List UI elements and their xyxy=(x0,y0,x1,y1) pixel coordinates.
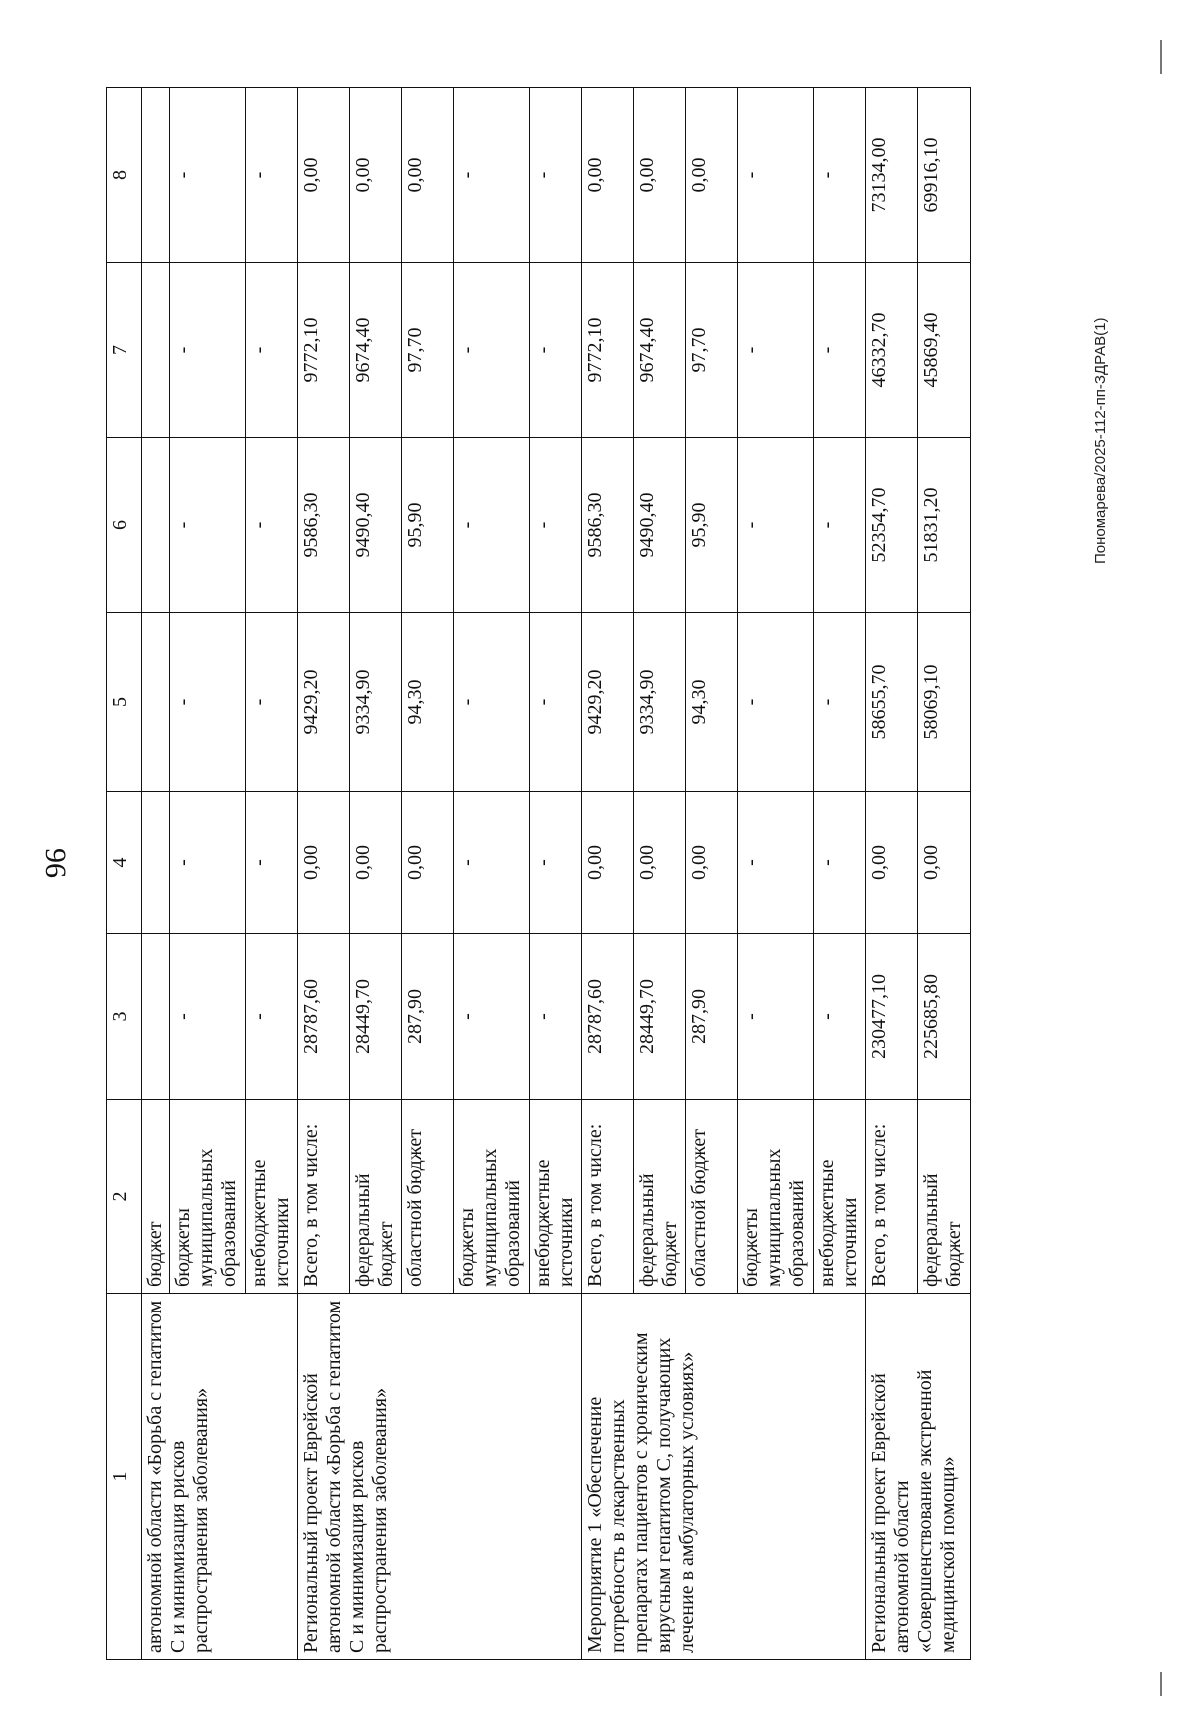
value-cell: 51831,20 xyxy=(918,438,971,613)
source-text: федеральный бюджет xyxy=(920,1173,965,1287)
value-cell: 9334,90 xyxy=(350,613,402,792)
column-number: 1 xyxy=(107,1294,142,1660)
value-cell: - xyxy=(170,438,246,613)
source-cell: бюджеты муниципальных образований xyxy=(454,1100,530,1294)
value-cell: 94,30 xyxy=(686,613,738,792)
value-cell: 0,00 xyxy=(350,792,402,934)
value-cell: 0,00 xyxy=(582,792,634,934)
value-cell: - xyxy=(530,934,582,1100)
value-cell: 0,00 xyxy=(402,88,454,263)
value-cell: 0,00 xyxy=(866,792,918,934)
value-cell: 225685,80 xyxy=(918,934,971,1100)
value-cell: 0,00 xyxy=(402,792,454,934)
value-cell: 28449,70 xyxy=(350,934,402,1100)
source-cell xyxy=(918,1100,971,1294)
value-cell: 28787,60 xyxy=(582,934,634,1100)
value-cell: 230477,10 xyxy=(866,934,918,1100)
value-cell: 58655,70 xyxy=(866,613,918,792)
column-number-row xyxy=(107,88,142,1660)
page-number: 96 xyxy=(39,848,72,878)
value-cell: 9674,40 xyxy=(634,263,686,438)
value-cell: - xyxy=(170,263,246,438)
value-cell: - xyxy=(530,792,582,934)
value-cell: - xyxy=(738,88,814,263)
source-cell: бюджет xyxy=(142,1100,170,1294)
value-cell: - xyxy=(814,263,866,438)
value-cell: 46332,70 xyxy=(866,263,918,438)
value-cell: 58069,10 xyxy=(918,613,971,792)
value-cell: - xyxy=(738,263,814,438)
value-cell: - xyxy=(246,792,298,934)
table-row xyxy=(582,88,634,1660)
value-cell: - xyxy=(170,88,246,263)
value-cell: 28449,70 xyxy=(634,934,686,1100)
value-cell: 45869,40 xyxy=(918,263,971,438)
value-cell: - xyxy=(454,263,530,438)
source-cell: Всего, в том числе: xyxy=(298,1100,350,1294)
value-cell: - xyxy=(530,88,582,263)
value-cell: - xyxy=(814,88,866,263)
value-cell: - xyxy=(454,934,530,1100)
column-number: 3 xyxy=(107,934,142,1100)
value-cell: 97,70 xyxy=(686,263,738,438)
value-cell: - xyxy=(454,613,530,792)
source-cell: бюджеты муниципальных образований xyxy=(170,1100,246,1294)
block-name-text: Региональный проект Еврейской автономной области «Совершенствование экстренной медицинской помощи» xyxy=(868,1369,959,1653)
column-number: 7 xyxy=(107,263,142,438)
source-cell: Всего, в том числе: xyxy=(866,1100,918,1294)
value-cell: 69916,10 xyxy=(918,88,971,263)
block-name-cell: Региональный проект Еврейской автономной области «Борьба с гепатитом С и минимизация рисков распространения заболевания» xyxy=(298,1294,582,1660)
column-number: 4 xyxy=(107,792,142,934)
value-cell: 94,30 xyxy=(402,613,454,792)
value-cell: 0,00 xyxy=(298,792,350,934)
value-cell: - xyxy=(246,613,298,792)
value-cell: 0,00 xyxy=(918,792,971,934)
value-cell: 9429,20 xyxy=(582,613,634,792)
value-cell: - xyxy=(246,934,298,1100)
value-cell: - xyxy=(246,263,298,438)
value-cell: - xyxy=(814,613,866,792)
value-cell: - xyxy=(738,438,814,613)
value-cell: 9586,30 xyxy=(298,438,350,613)
value-cell: 9586,30 xyxy=(582,438,634,613)
value-cell xyxy=(142,263,170,438)
block-name-cell: Мероприятие 1 «Обеспечение потребность в лекарственных препаратах пациентов с хроническим вирусным гепатитом С, получающих лечение в амбулаторных условиях» xyxy=(582,1294,866,1660)
value-cell: 0,00 xyxy=(298,88,350,263)
value-cell: - xyxy=(246,88,298,263)
value-cell: 0,00 xyxy=(350,88,402,263)
source-cell: федеральный бюджет xyxy=(634,1100,686,1294)
value-cell: 0,00 xyxy=(582,88,634,263)
value-cell: 52354,70 xyxy=(866,438,918,613)
budget-table xyxy=(106,87,971,1660)
value-cell: 9674,40 xyxy=(350,263,402,438)
table-row xyxy=(866,88,918,1660)
source-cell: Всего, в том числе: xyxy=(582,1100,634,1294)
table-row xyxy=(142,88,170,1660)
value-cell: 73134,00 xyxy=(866,88,918,263)
scan-edge-mark xyxy=(1160,40,1162,74)
source-cell: бюджеты муниципальных образований xyxy=(738,1100,814,1294)
value-cell xyxy=(142,438,170,613)
value-cell: 287,90 xyxy=(686,934,738,1100)
column-number: 2 xyxy=(107,1100,142,1294)
source-cell: внебюджетные источники xyxy=(530,1100,582,1294)
source-cell: внебюджетные источники xyxy=(246,1100,298,1294)
scan-edge-mark xyxy=(1160,1672,1162,1696)
column-number: 8 xyxy=(107,88,142,263)
value-cell: - xyxy=(738,934,814,1100)
value-cell xyxy=(142,792,170,934)
value-cell: - xyxy=(530,613,582,792)
value-cell: - xyxy=(170,792,246,934)
value-cell xyxy=(142,88,170,263)
value-cell: - xyxy=(454,88,530,263)
table-row xyxy=(298,88,350,1660)
value-cell: 9772,10 xyxy=(582,263,634,438)
value-cell: - xyxy=(530,263,582,438)
value-cell: - xyxy=(814,934,866,1100)
value-cell: - xyxy=(170,934,246,1100)
source-cell: областной бюджет xyxy=(402,1100,454,1294)
value-cell: 0,00 xyxy=(634,88,686,263)
value-cell: 9490,40 xyxy=(350,438,402,613)
column-number: 5 xyxy=(107,613,142,792)
value-cell: - xyxy=(246,438,298,613)
source-cell: областной бюджет xyxy=(686,1100,738,1294)
value-cell: 9334,90 xyxy=(634,613,686,792)
value-cell: - xyxy=(738,613,814,792)
value-cell: - xyxy=(454,792,530,934)
value-cell: 287,90 xyxy=(402,934,454,1100)
value-cell: 95,90 xyxy=(686,438,738,613)
value-cell: 9429,20 xyxy=(298,613,350,792)
value-cell: - xyxy=(814,792,866,934)
column-number: 6 xyxy=(107,438,142,613)
value-cell: 9772,10 xyxy=(298,263,350,438)
value-cell: 95,90 xyxy=(402,438,454,613)
value-cell: 0,00 xyxy=(686,88,738,263)
value-cell: 0,00 xyxy=(686,792,738,934)
value-cell xyxy=(142,613,170,792)
value-cell: 0,00 xyxy=(634,792,686,934)
source-cell: внебюджетные источники xyxy=(814,1100,866,1294)
value-cell: - xyxy=(814,438,866,613)
block-name-cell: автономной области «Борьба с гепатитом С и минимизация рисков распространения заболевания» xyxy=(142,1294,298,1660)
source-cell: федеральный бюджет xyxy=(350,1100,402,1294)
value-cell: - xyxy=(454,438,530,613)
value-cell: 28787,60 xyxy=(298,934,350,1100)
value-cell: - xyxy=(530,438,582,613)
value-cell: 9490,40 xyxy=(634,438,686,613)
value-cell: - xyxy=(738,792,814,934)
value-cell: - xyxy=(170,613,246,792)
document-footer-code: Пономарева/2025-112-пп-ЗДРАВ(1) xyxy=(1092,317,1109,564)
block-name-cell xyxy=(866,1294,971,1660)
value-cell xyxy=(142,934,170,1100)
value-cell: 97,70 xyxy=(402,263,454,438)
